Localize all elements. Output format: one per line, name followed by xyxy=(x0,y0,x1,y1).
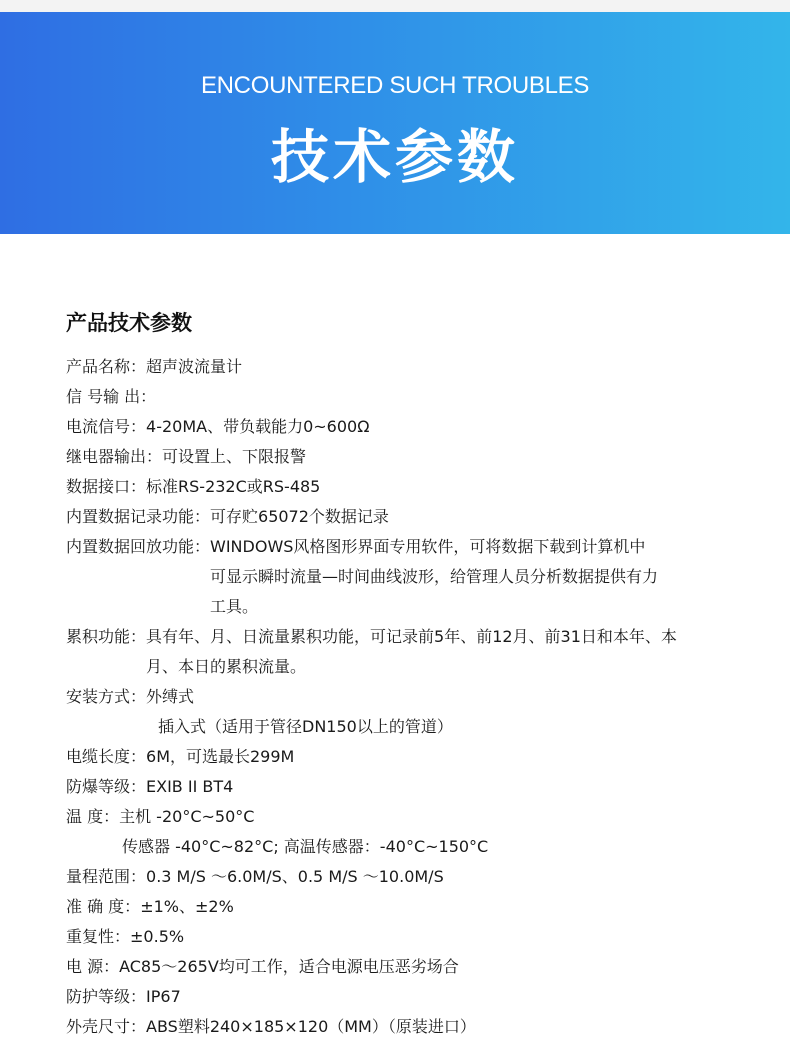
spec-label: 电缆长度： xyxy=(66,747,147,766)
spec-value-line: WINDOWS风格图形界面专用软件，可将数据下载到计算机中 xyxy=(210,537,646,556)
top-strip xyxy=(0,0,790,12)
spec-enclosure-size xyxy=(66,1012,766,1042)
spec-label: 内置数据回放功能： xyxy=(66,537,211,556)
spec-data-interface xyxy=(66,472,766,502)
spec-value: 主机 -20°C~50°C xyxy=(119,807,255,826)
spec-relay-output xyxy=(66,442,766,472)
spec-value-line: 工具。 xyxy=(210,597,259,616)
spec-totalizer xyxy=(66,622,766,682)
spec-label: 内置数据记录功能： xyxy=(66,507,211,526)
spec-value: 6M，可选最长299M xyxy=(146,747,295,766)
spec-signal-output xyxy=(66,382,766,412)
spec-label: 继电器输出： xyxy=(66,447,163,466)
spec-label: 温 度： xyxy=(66,807,120,826)
spec-label: 安装方式： xyxy=(66,687,147,706)
spec-value: 0.3 M/S ～6.0M/S、0.5 M/S ～10.0M/S xyxy=(146,867,444,886)
spec-value: 可设置上、下限报警 xyxy=(162,447,307,466)
spec-label: 信 号输 出： xyxy=(66,387,157,406)
spec-value: 可存贮65072个数据记录 xyxy=(210,507,389,526)
spec-data-logging xyxy=(66,502,766,532)
spec-section xyxy=(66,306,766,1042)
spec-power xyxy=(66,952,766,982)
spec-cable-length xyxy=(66,742,766,772)
spec-data-playback xyxy=(66,532,766,622)
spec-value-line: 可显示瞬时流量—时间曲线波形，给管理人员分析数据提供有力 xyxy=(210,567,659,586)
spec-product-name xyxy=(66,352,766,382)
spec-label: 累积功能： xyxy=(66,627,147,646)
spec-repeatability xyxy=(66,922,766,952)
spec-value: AC85～265V均可工作，适合电源电压恶劣场合 xyxy=(119,957,459,976)
spec-value: EXIB II BT4 xyxy=(146,777,234,796)
spec-label: 电流信号： xyxy=(66,417,147,436)
spec-range xyxy=(66,862,766,892)
spec-temperature xyxy=(66,802,766,832)
spec-label: 外壳尺寸： xyxy=(66,1017,147,1036)
spec-value: 标准RS-232C或RS-485 xyxy=(146,477,321,496)
spec-value xyxy=(146,622,766,682)
spec-label: 数据接口： xyxy=(66,477,147,496)
spec-current-signal xyxy=(66,412,766,442)
spec-value: 外缚式 xyxy=(146,687,195,706)
spec-label: 准 确 度： xyxy=(66,897,141,916)
spec-value-line: 月、本日的累积流量。 xyxy=(146,657,307,676)
spec-value: ±1%、±2% xyxy=(140,897,234,916)
spec-label: 重复性： xyxy=(66,927,131,946)
spec-installation-extra: 插入式（适用于管径DN150以上的管道） xyxy=(158,717,453,736)
spec-label: 电 源： xyxy=(66,957,120,976)
spec-label: 量程范围： xyxy=(66,867,147,886)
spec-label: 产品名称： xyxy=(66,357,147,376)
banner-title: 技术参数 xyxy=(270,123,519,191)
spec-explosion-proof xyxy=(66,772,766,802)
spec-value: ±0.5% xyxy=(130,927,185,946)
spec-value: IP67 xyxy=(146,987,181,1006)
spec-value: ABS塑料240×185×120（MM）（原装进口） xyxy=(146,1017,476,1036)
banner-subtitle: ENCOUNTERED SUCH TROUBLES xyxy=(200,72,590,99)
spec-value-line: 具有年、月、日流量累积功能，可记录前5年、前12月、前31日和本年、本 xyxy=(146,627,677,646)
spec-value: 4-20MA、带负载能力0~600Ω xyxy=(146,417,370,436)
spec-installation xyxy=(66,682,766,712)
spec-label: 防爆等级： xyxy=(66,777,147,796)
spec-protection xyxy=(66,982,766,1012)
spec-label: 防护等级： xyxy=(66,987,147,1006)
header-banner xyxy=(0,12,790,234)
spec-accuracy xyxy=(66,892,766,922)
spec-value xyxy=(210,532,766,622)
spec-value: 超声波流量计 xyxy=(146,357,243,376)
spec-temperature-extra: 传感器 -40°C~82°C; 高温传感器：-40°C~150°C xyxy=(122,837,489,856)
section-title: 产品技术参数 xyxy=(66,311,192,335)
